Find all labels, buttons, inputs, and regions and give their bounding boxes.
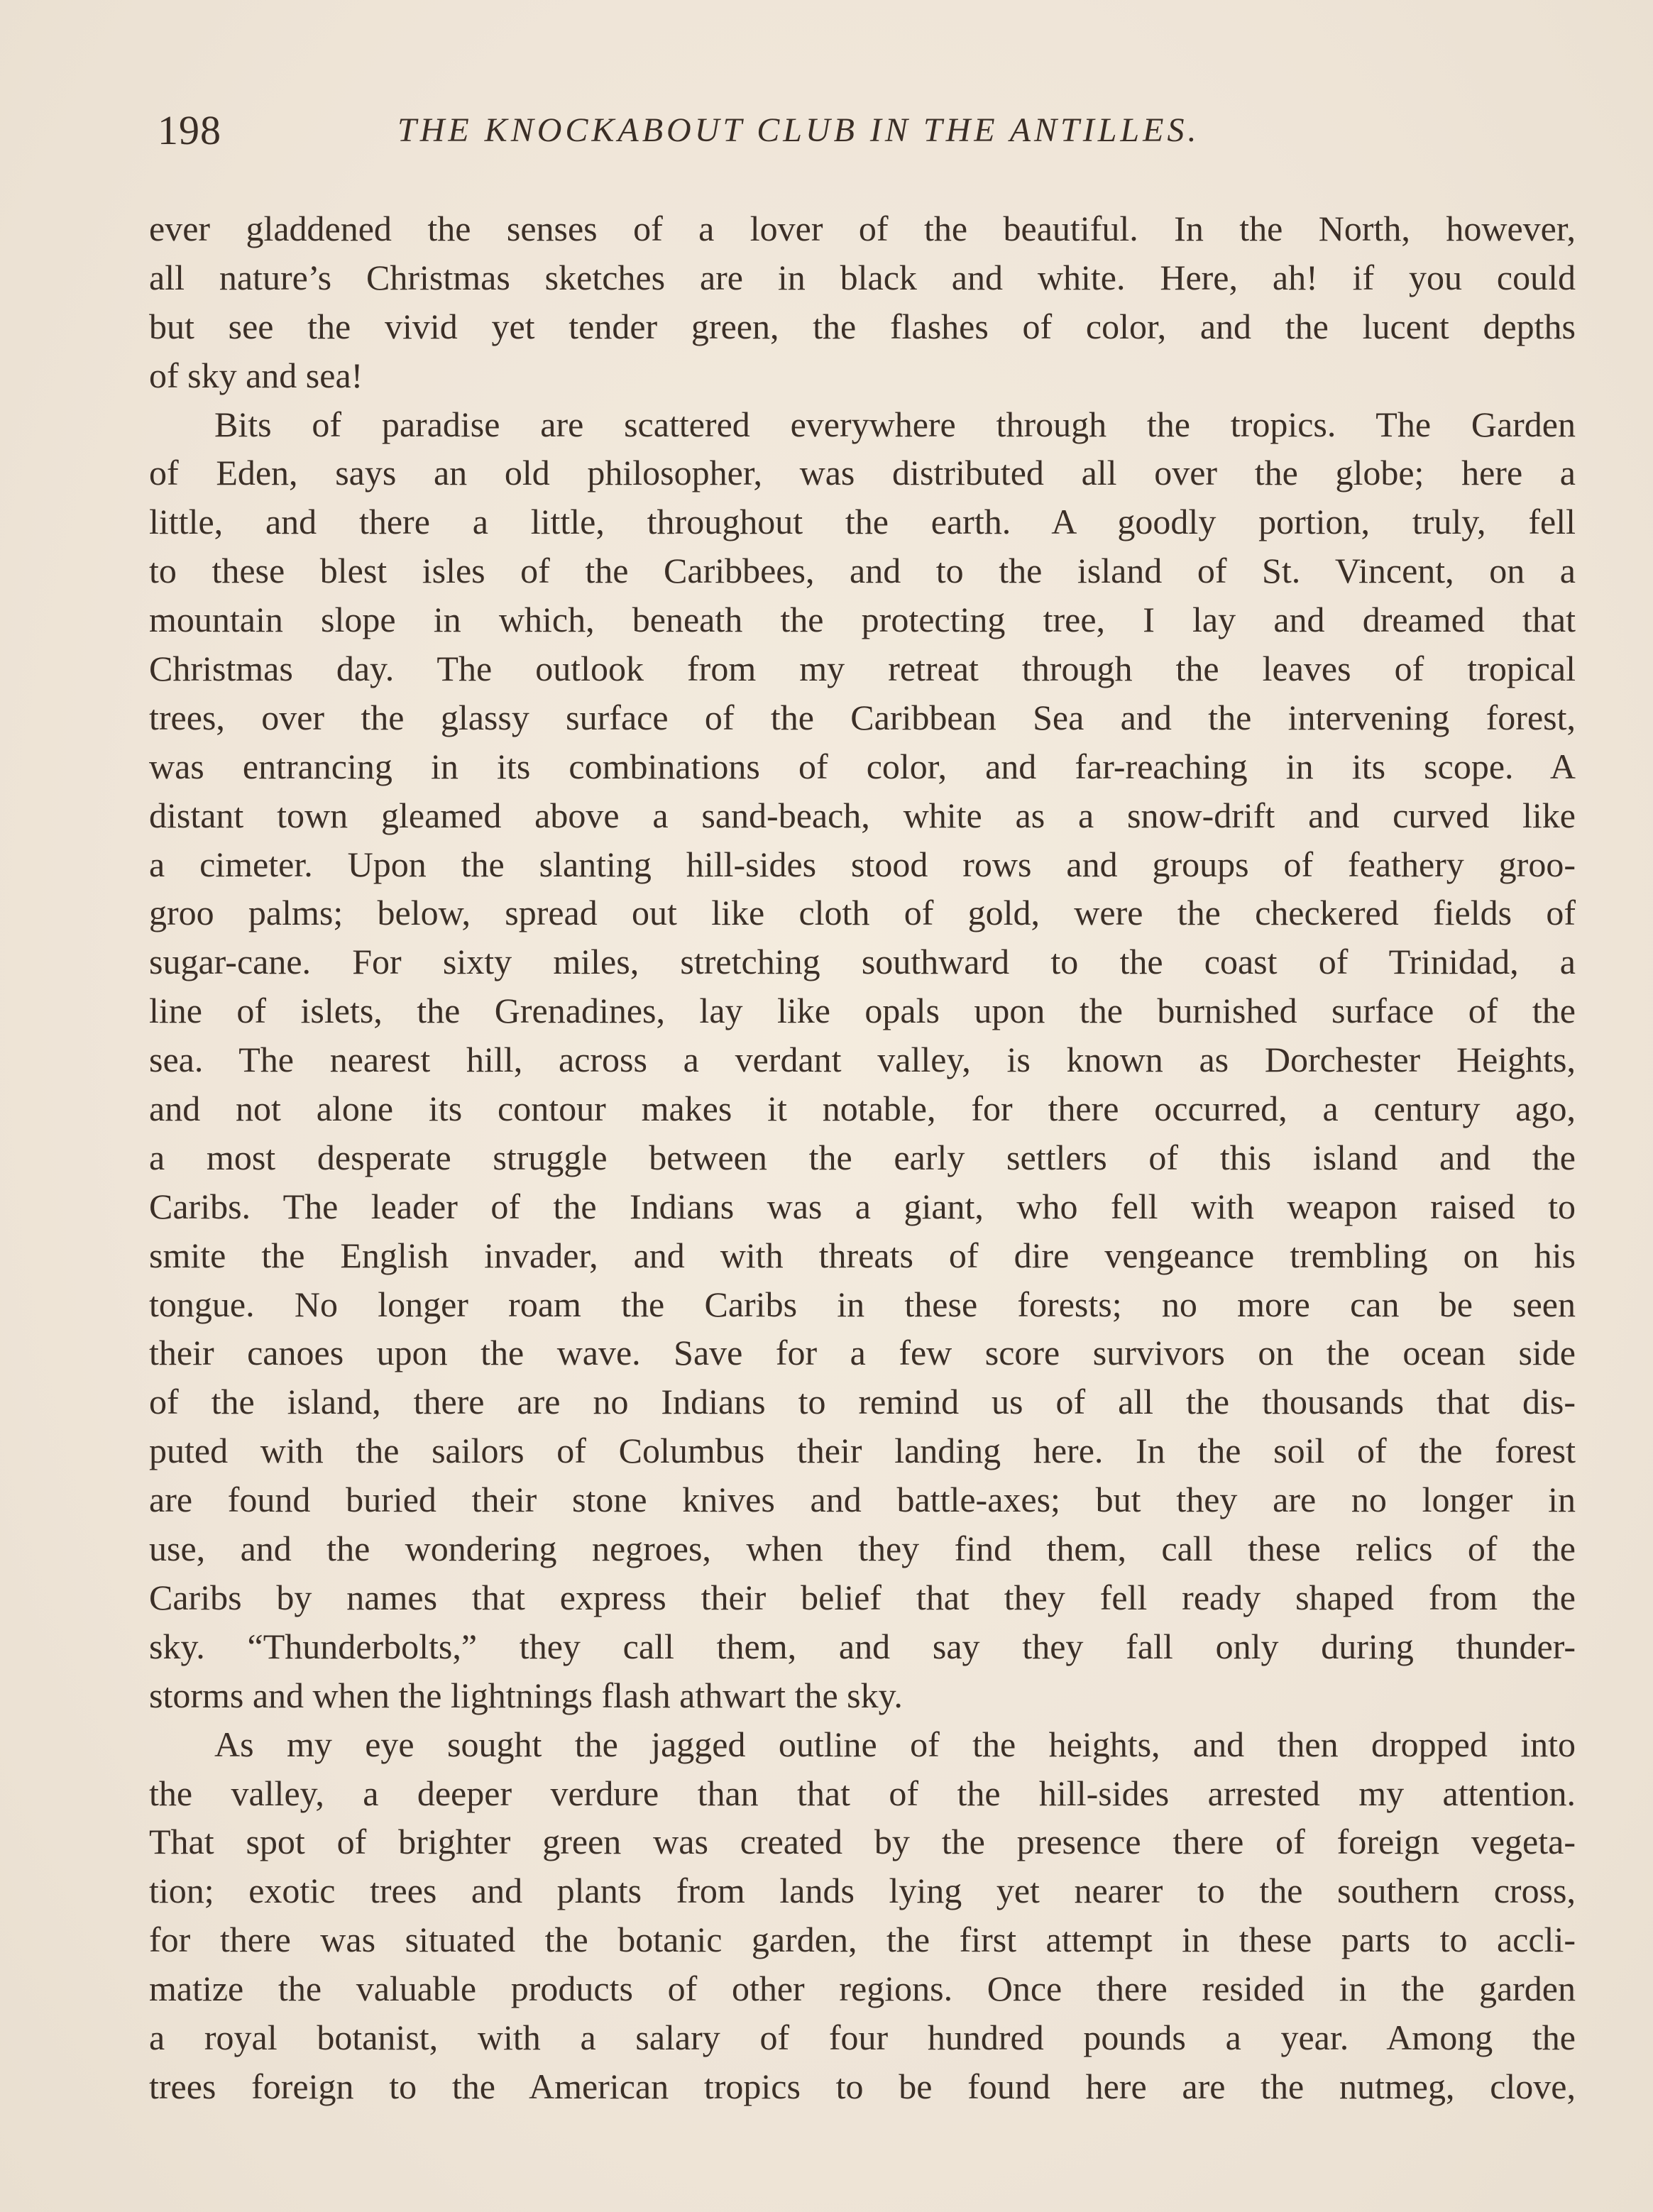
text-line: to these blest isles of the Caribbees, and to the island of St. Vincent, on a — [149, 551, 1576, 591]
text-line: was entrancing in its combinations of color, and far-reaching in its scope. A — [149, 746, 1576, 786]
text-line: puted with the sailors of Columbus their landing here. In the soil of the forest — [149, 1431, 1576, 1471]
text-line: sugar-cane. For sixty miles, stretching southward to the coast of Trinidad, a — [149, 942, 1576, 982]
text-line: Caribs by names that express their belief that they fell ready shaped from the — [149, 1577, 1576, 1617]
text-line: tion; exotic trees and plants from lands lying yet nearer to the southern cross, — [149, 1871, 1576, 1911]
text-line: all nature’s Christmas sketches are in black and white. Here, ah! if you could — [149, 257, 1576, 297]
text-line: mountain slope in which, beneath the protecting tree, I lay and dreamed that — [149, 600, 1576, 640]
text-line: trees foreign to the American tropics to be found here are the nutmeg, clove, — [149, 2066, 1576, 2106]
text-line: Caribs. The leader of the Indians was a giant, who fell with weapon raised to — [149, 1186, 1576, 1226]
text-line: groo palms; below, spread out like cloth of gold, were the checkered fields of — [149, 893, 1576, 933]
text-line: ever gladdened the senses of a lover of the beautiful. In the North, however, — [149, 209, 1576, 248]
page-number: 198 — [158, 107, 221, 153]
text-line: matize the valuable products of other regions. Once there resided in the garden — [149, 1969, 1576, 2009]
text-line: little, and there a little, throughout the earth. A goodly portion, truly, fell — [149, 502, 1576, 542]
text-line: their canoes upon the wave. Save for a few score survivors on the ocean side — [149, 1333, 1576, 1373]
text-line: trees, over the glassy surface of the Caribbean Sea and the intervening forest, — [149, 697, 1576, 737]
text-line: of Eden, says an old philosopher, was distributed all over the globe; here a — [149, 453, 1576, 493]
text-line: tongue. No longer roam the Caribs in these forests; no more can be seen — [149, 1284, 1576, 1324]
text-line: a cimeter. Upon the slanting hill-sides stood rows and groups of feathery groo- — [149, 844, 1576, 884]
paragraph-first-line: Bits of paradise are scattered everywhere through the tropics. The Garden — [214, 404, 1576, 444]
text-line: and not alone its contour makes it notable, for there occurred, a century ago, — [149, 1089, 1576, 1129]
text-line: of sky and sea! — [149, 355, 363, 395]
text-line: a royal botanist, with a salary of four hundred pounds a year. Among the — [149, 2017, 1576, 2057]
paragraph-first-line: As my eye sought the jagged outline of the heights, and then dropped into — [214, 1724, 1576, 1764]
text-line: of the island, there are no Indians to remind us of all the thousands that dis- — [149, 1382, 1576, 1422]
text-line: a most desperate struggle between the early settlers of this island and the — [149, 1137, 1576, 1177]
page-header — [149, 106, 1576, 163]
text-line: storms and when the lightnings flash athwart the sky. — [149, 1675, 903, 1715]
text-line: That spot of brighter green was created by the presence there of foreign vegeta- — [149, 1822, 1576, 1862]
text-line: but see the vivid yet tender green, the flashes of color, and the lucent depths — [149, 306, 1576, 346]
text-line: distant town gleamed above a sand-beach, white as a snow-drift and curved like — [149, 795, 1576, 835]
text-line: Christmas day. The outlook from my retreat through the leaves of tropical — [149, 649, 1576, 689]
text-line: use, and the wondering negroes, when they find them, call these relics of the — [149, 1529, 1576, 1569]
running-title: THE KNOCKABOUT CLUB IN THE ANTILLES. — [397, 111, 1200, 149]
text-line: sea. The nearest hill, across a verdant valley, is known as Dorchester Heights, — [149, 1040, 1576, 1080]
body-text — [149, 204, 1576, 2111]
text-line: are found buried their stone knives and battle-axes; but they are no longer in — [149, 1480, 1576, 1520]
text-line: line of islets, the Grenadines, lay like opals upon the burnished surface of the — [149, 991, 1576, 1031]
text-line: the valley, a deeper verdure than that of the hill-sides arrested my attention. — [149, 1773, 1576, 1813]
text-line: for there was situated the botanic garden, the first attempt in these parts to accli- — [149, 1920, 1576, 1960]
text-line: smite the English invader, and with threats of dire vengeance trembling on his — [149, 1235, 1576, 1275]
text-line: sky. “Thunderbolts,” they call them, and say they fall only during thunder- — [149, 1626, 1576, 1666]
